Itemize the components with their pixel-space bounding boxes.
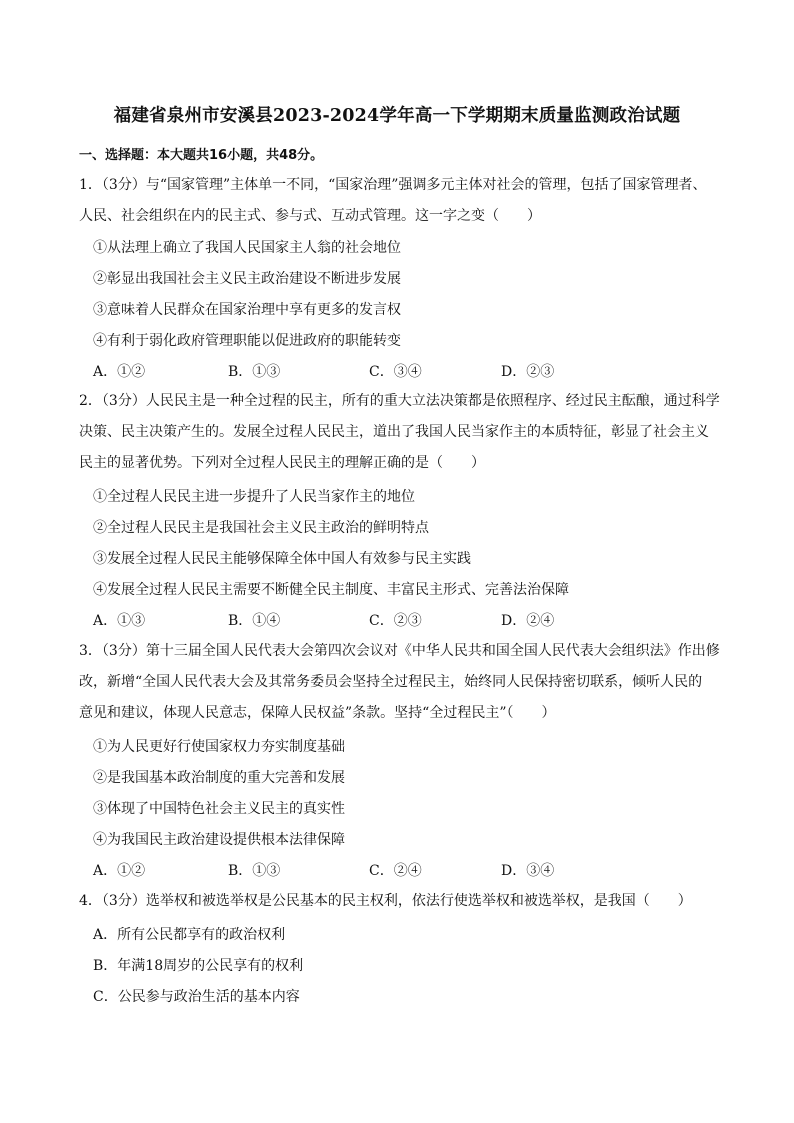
question-line: 意见和建议，体现人民意志，保障人民权益”条款。坚持“全过程民主”（ ）	[79, 705, 556, 721]
statement-item: ①全过程人民民主进一步提升了人民当家作主的地位	[93, 489, 415, 505]
statement-item: ③意味着人民群众在国家治理中享有更多的发言权	[93, 302, 401, 318]
question-line: 决策、民主决策产生的。发展全过程人民民主，道出了我国人民当家作主的本质特征，彰显了社会主义	[79, 424, 709, 440]
choice-b[interactable]: B．①③	[228, 364, 281, 380]
question-line: 3．（3分）第十三届全国人民代表大会第四次会议对《中华人民共和国全国人民代表大会组织法》作出修	[79, 643, 720, 659]
statement-item: ①从法理上确立了我国人民国家主人翁的社会地位	[93, 240, 401, 256]
question-2-stem	[79, 386, 719, 479]
choice-a[interactable]: A．①②	[93, 863, 146, 879]
choice-a[interactable]: A．①②	[93, 364, 146, 380]
question-3-stem	[79, 636, 719, 729]
choice-b[interactable]: B．①③	[228, 863, 281, 879]
statement-item: ②是我国基本政治制度的重大完善和发展	[93, 770, 345, 786]
statement-item: ③体现了中国特色社会主义民主的真实性	[93, 801, 345, 817]
choice-c[interactable]: C．②④	[369, 863, 422, 879]
question-line: 4．（3分）选举权和被选举权是公民基本的民主权利，依法行使选举权和被选举权，是我国（ ）	[79, 893, 692, 909]
statement-item: ④为我国民主政治建设提供根本法律保障	[93, 832, 345, 848]
question-1-stem	[79, 170, 719, 232]
statement-item: ④有利于弱化政府管理职能以促进政府的职能转变	[93, 333, 401, 349]
statement-item: ①为人民更好行使国家权力夯实制度基础	[93, 739, 345, 755]
statement-item: ②彰显出我国社会主义民主政治建设不断进步发展	[93, 271, 401, 287]
question-line: 1．（3分）与“国家管理”主体单一不同，“国家治理”强调多元主体对社会的管理，包括了国家管理者、	[79, 177, 707, 193]
statement-item: ④发展全过程人民民主需要不断健全民主制度、丰富民主形式、完善法治保障	[93, 582, 569, 598]
choice-b[interactable]: B．①④	[228, 613, 281, 629]
choice-d[interactable]: D．②④	[501, 613, 555, 629]
choice-c[interactable]: C．②③	[369, 613, 422, 629]
choice-d[interactable]: D．②③	[501, 364, 555, 380]
choice-a[interactable]: A．所有公民都享有的政治权利	[93, 927, 286, 943]
choice-b[interactable]: B．年满18周岁的公民享有的权利	[93, 958, 304, 974]
choice-d[interactable]: D．③④	[501, 863, 555, 879]
page-title: 福建省泉州市安溪县2023-2024学年高一下学期期末质量监测政治试题	[113, 106, 681, 126]
statement-item: ③发展全过程人民民主能够保障全体中国人有效参与民主实践	[93, 551, 471, 567]
question-line: 民主的显著优势。下列对全过程人民民主的理解正确的是（ ）	[79, 455, 485, 471]
statement-item: ②全过程人民民主是我国社会主义民主政治的鲜明特点	[93, 520, 429, 536]
question-line: 2．（3分）人民民主是一种全过程的民主，所有的重大立法决策都是依照程序、经过民主酝酿，通过科学	[79, 393, 720, 409]
section-heading: 一、选择题：本大题共16小题，共48分。	[79, 148, 324, 163]
question-line: 人民、社会组织在内的民主式、参与式、互动式管理。这一字之变（ ）	[79, 208, 541, 224]
question-line: 改，新增“全国人民代表大会及其常务委员会坚持全过程民主，始终同人民保持密切联系，倾听人民的	[79, 674, 703, 690]
choice-c[interactable]: C．公民参与政治生活的基本内容	[93, 989, 300, 1005]
choice-a[interactable]: A．①③	[93, 613, 146, 629]
question-4-stem	[79, 886, 719, 917]
choice-c[interactable]: C．③④	[369, 364, 422, 380]
